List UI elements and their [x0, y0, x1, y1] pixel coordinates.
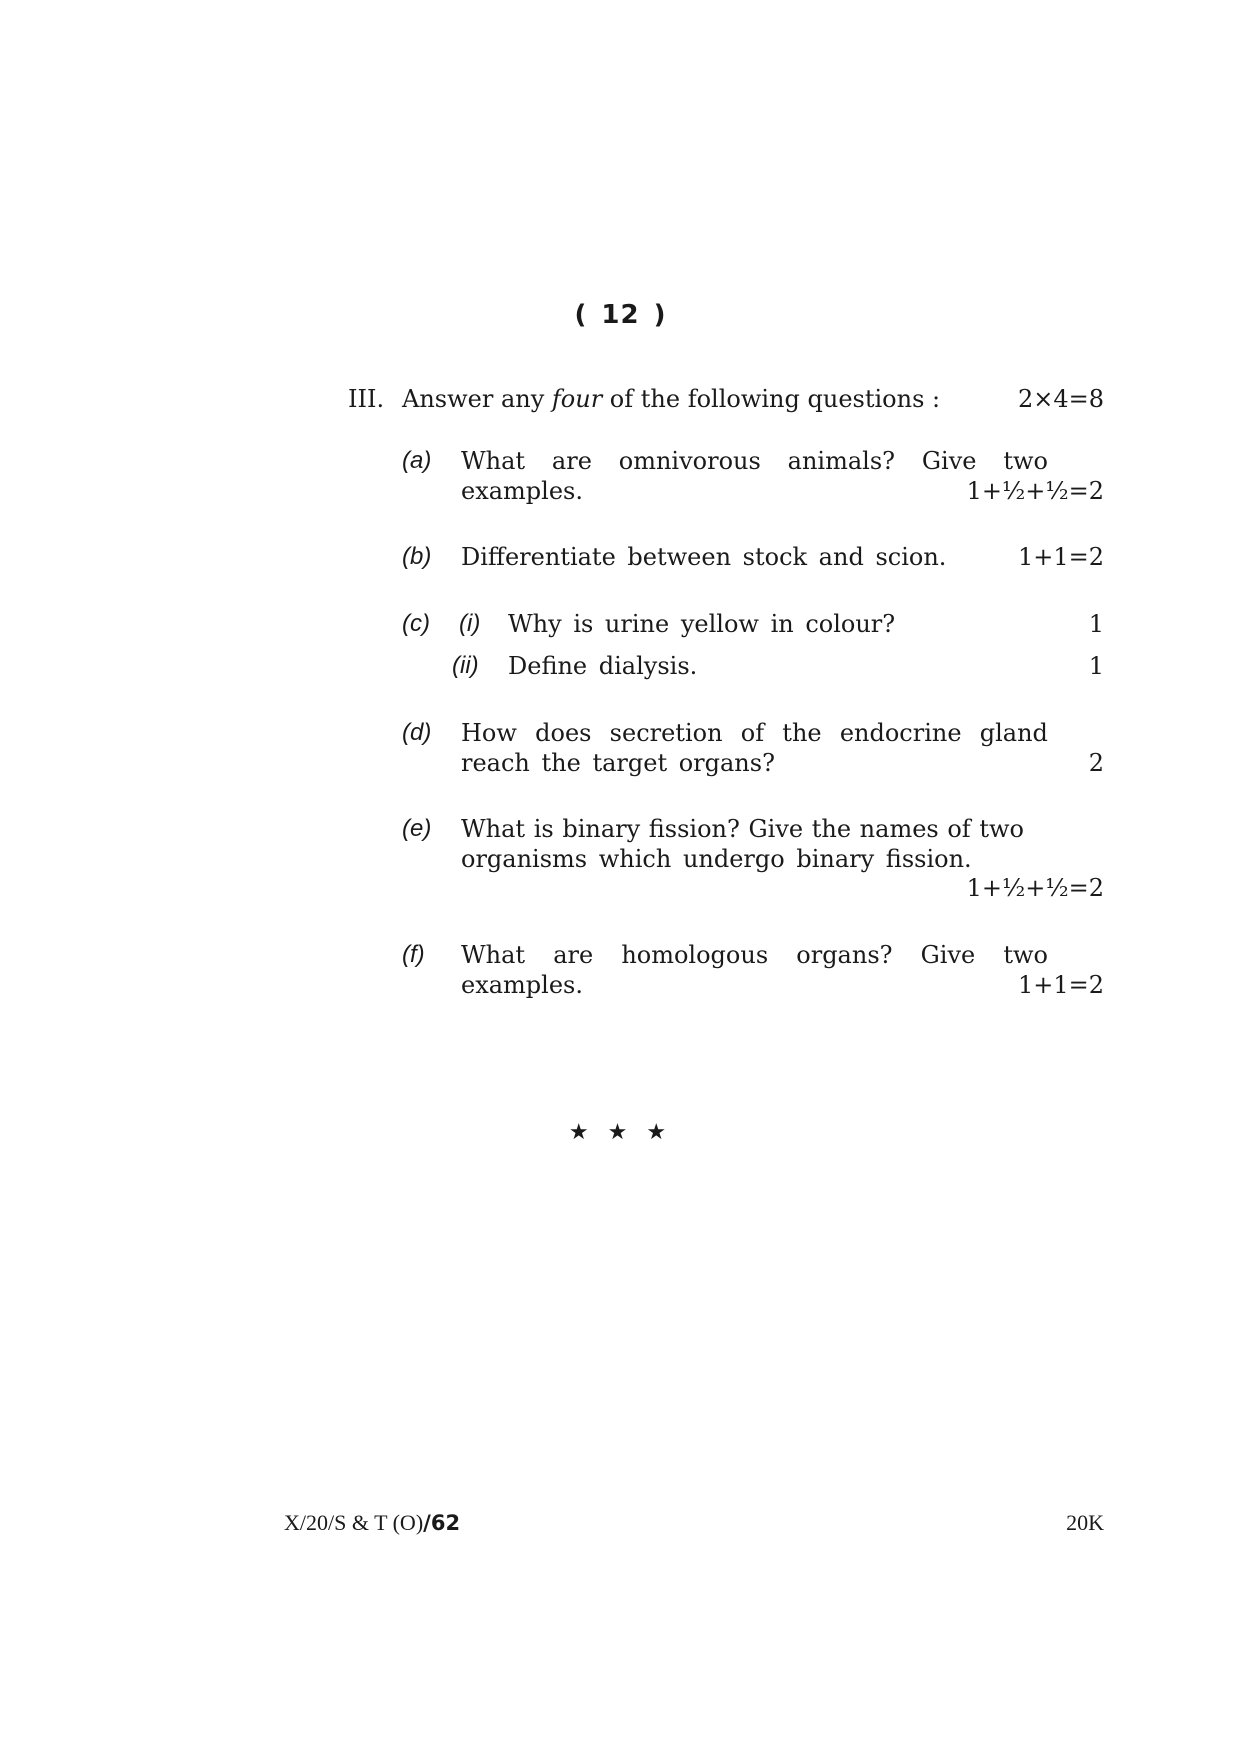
word: two [1003, 941, 1048, 969]
word: What [461, 447, 526, 475]
question-e-label: (e) [402, 815, 432, 842]
word: animals? [787, 447, 896, 475]
word: What [461, 941, 526, 969]
question-a-marks: 1+½+½=2 [966, 477, 1104, 505]
word: homologous [621, 941, 769, 969]
page-number [0, 300, 1241, 330]
question-c-label: (c) [402, 610, 430, 637]
paper-code-number: /62 [423, 1511, 461, 1535]
word: organs? [796, 941, 893, 969]
instruction-emphasis: four [551, 385, 603, 413]
question-f-line2: examples. [461, 971, 583, 999]
section-marks: 2×4=8 [1017, 385, 1104, 413]
question-c-i-label: (i) [459, 610, 481, 637]
word: secretion [609, 719, 723, 747]
word: omnivorous [618, 447, 761, 475]
section-instruction [402, 385, 940, 413]
question-c-i-marks: 1 [1088, 610, 1104, 638]
word: Give [920, 941, 976, 969]
word: the [782, 719, 822, 747]
section-numeral: III. [348, 385, 385, 413]
word: endocrine [839, 719, 962, 747]
open-paren: ( [574, 300, 588, 330]
question-a-line2: examples. [461, 477, 583, 505]
question-f-label: (f) [402, 941, 425, 968]
question-e-marks: 1+½+½=2 [966, 874, 1104, 902]
close-paren: ) [653, 300, 667, 330]
question-d-marks: 2 [1088, 749, 1104, 777]
question-d-label: (d) [402, 719, 432, 746]
question-c-ii-marks: 1 [1088, 652, 1104, 680]
question-a-label: (a) [402, 447, 432, 474]
question-b-marks: 1+1=2 [1017, 543, 1104, 571]
question-e-line2: organisms which undergo binary fission. [461, 845, 972, 873]
question-d-line1 [461, 719, 1048, 747]
question-b-label: (b) [402, 543, 432, 570]
word: are [551, 447, 592, 475]
instruction-post: of the following questions : [602, 385, 941, 413]
word: does [535, 719, 592, 747]
print-copies: 20K [1066, 1510, 1104, 1535]
question-c-ii-text: Define dialysis. [508, 652, 698, 680]
word: are [553, 941, 594, 969]
paper-code [284, 1510, 460, 1536]
word: How [461, 719, 517, 747]
instruction-pre: Answer any [402, 385, 552, 413]
word: gland [979, 719, 1048, 747]
question-a-line1 [461, 447, 1048, 475]
question-c-i-text: Why is urine yellow in colour? [508, 610, 896, 638]
word: Give [921, 447, 977, 475]
question-d-line2: reach the target organs? [461, 749, 775, 777]
paper-code-prefix: X/20/S & T (O) [284, 1510, 424, 1535]
page-number-value: 12 [601, 300, 640, 330]
question-b-text: Differentiate between stock and scion. [461, 543, 947, 571]
question-e-line1: What is binary fission? Give the names of two [461, 815, 1024, 843]
question-f-marks: 1+1=2 [1017, 971, 1104, 999]
word: of [740, 719, 765, 747]
end-of-paper-stars: ★ ★ ★ [568, 1120, 673, 1145]
word: two [1003, 447, 1048, 475]
question-c-ii-label: (ii) [452, 652, 479, 679]
question-f-line1 [461, 941, 1048, 969]
